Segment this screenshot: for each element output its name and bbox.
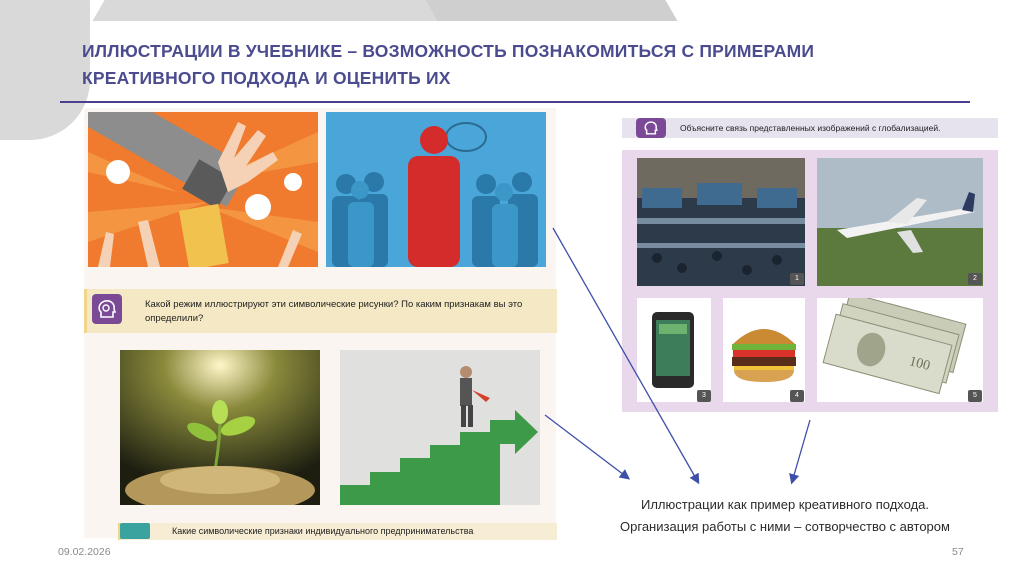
slide-caption: [575, 494, 995, 538]
photo-number-5: 5: [968, 390, 982, 402]
slide-title-line1: ИЛЛЮСТРАЦИИ В УЧЕБНИКЕ – ВОЗМОЖНОСТЬ ПОЗНАКОМИТЬСЯ С ПРИМЕРАМИ: [82, 41, 815, 61]
caption-line1: Иллюстрации как пример креативного подхода.: [640, 497, 930, 512]
task-text: Объясните связь представленных изображений с глобализацией.: [680, 123, 941, 133]
slide-page-number: 57: [952, 546, 964, 558]
question-text-2: Какие символические признаки индивидуального предпринимательства: [172, 526, 474, 536]
arrow-bottom-illustrations: [545, 415, 628, 478]
photo-number-4: 4: [790, 390, 804, 402]
slide-title-line2: КРЕАТИВНОГО ПОДХОДА И ОЦЕНИТЬ ИХ: [82, 68, 451, 88]
arrow-top-illustrations: [553, 228, 698, 482]
photo-number-2: 2: [968, 273, 982, 285]
svg-text:100: 100: [907, 354, 932, 374]
arrow-right-page: [792, 420, 810, 482]
photo-number-3: 3: [697, 390, 711, 402]
question-text-1: Какой режим иллюстрируют эти символические рисунки? По каким признакам вы это определили?: [145, 299, 523, 324]
slide-date: 09.02.2026: [58, 546, 111, 558]
caption-line2: Организация работы с ними – сотворчество с автором: [620, 519, 950, 534]
photo-number-1: 1: [790, 273, 804, 285]
